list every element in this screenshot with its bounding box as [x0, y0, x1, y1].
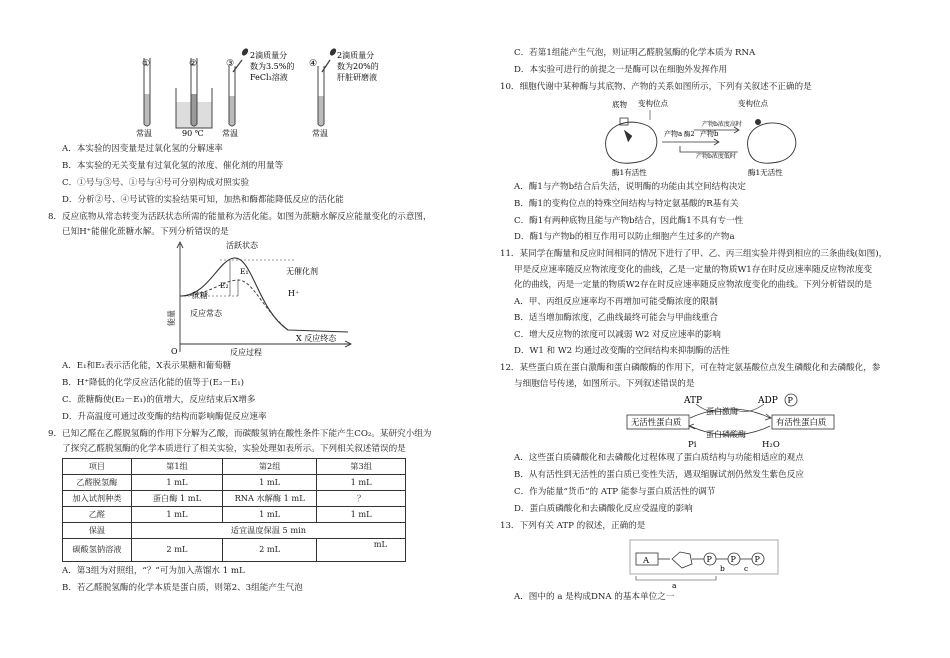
table-header-cell: 第1组 [131, 459, 222, 475]
q12-stem-line2: 与细胞信号传递，如图所示。下列叙述错误的是 [514, 379, 695, 389]
q10-label-site: 变构位点 [638, 99, 668, 108]
q8-option-c: C．蔗糖酶使(E₂－E₁)的值增大，反应结束后X增多 [62, 395, 256, 405]
tube4-label-line3: 肝脏研磨液 [337, 73, 377, 82]
tube1-condition: 常温 [136, 129, 152, 138]
table-header-row [63, 459, 406, 475]
q11-option-b: B．适当增加酶浓度，乙曲线最终可能会与甲曲线重合 [514, 313, 718, 323]
q8-label-product: X 反应终态 [296, 334, 337, 343]
q10-enzyme-diagram [598, 96, 804, 178]
table-row [63, 523, 406, 539]
q11-option-c: C．增大反应物的浓度可以减弱 W2 对反应速率的影响 [514, 330, 721, 340]
q9-option-a: A．第3组为对照组，“？”可为加入蒸馏水 1 mL [62, 566, 245, 576]
q7-test-tube-figure [120, 44, 420, 138]
q11-option-d: D．W1 和 W2 均通过改变酶的空间结构来抑制酶的活性 [514, 346, 730, 356]
q10-option-b: B．酶1的变构位点的特殊空间结构与特定氨基酸的R基有关 [514, 199, 739, 209]
q9-option-c: C．若第1组能产生气泡，则证明乙醛脱氢酶的化学本质为 RNA [514, 48, 756, 58]
q8-label-sucrose: 蔗糖 [192, 291, 208, 300]
q8-stem-line1: 8．反应底物从常态转变为活跃状态所需的能量称为活化能。如图为蔗糖水解反应能量变化的示意图， [48, 212, 432, 222]
table-cell: 乙醛脱氢酶 [63, 475, 132, 491]
q11-stem-line2: 甲是反应速率随反应物浓度变化的曲线，乙是一定量的物质W1存在时反应速率随反应物浓度变 [514, 265, 873, 275]
table-cell: 1 mL [131, 507, 222, 523]
q12-label-phosphatase: 蛋白磷酸酶 [706, 430, 746, 439]
table-cell: 1 mL [223, 507, 317, 523]
table-header-cell: 第3组 [317, 459, 406, 475]
tube-number-3: ③ [226, 59, 235, 69]
table-cell: 保温 [63, 523, 132, 539]
q10-option-d: D．酶1与产物b的相互作用可以防止细胞产生过多的产物a [514, 232, 735, 242]
q12-option-d: D．蛋白质磷酸化和去磷酸化反应受温度的影响 [514, 504, 693, 514]
q12-stem-line1: 12．某些蛋白质在蛋白激酶和蛋白磷酸酶的作用下，可在特定氨基酸位点发生磷酸化和去磷酸化，参 [500, 363, 881, 373]
tube4-condition: 常温 [312, 129, 328, 138]
q12-phosphorylation-diagram [626, 392, 836, 450]
q12-option-c: C．作为能量“货币”的 ATP 能参与蛋白质活性的调节 [514, 487, 716, 497]
table-cell: RNA 水解酶 1 mL [223, 491, 317, 507]
q10-label-enzyme2: 酶2 [684, 130, 695, 138]
table-cell: 碳酸氢钠溶液 [63, 539, 132, 562]
q8-option-a: A．E₁和E₂表示活化能，X表示果糖和葡萄糖 [62, 361, 232, 371]
q13-label-a-box: A [643, 556, 650, 566]
q13-atp-diagram [630, 540, 790, 588]
table-cell: 2 mL [131, 539, 222, 562]
q7-option-d: D．分析②号、④号试管的实验结果可知，加热和酶都能降低反应的活化能 [62, 195, 344, 205]
table-row [63, 491, 406, 507]
table-row [63, 539, 406, 562]
q11-stem-line3: 化的曲线，丙是一定量的物质W2存在时反应速率随反应物浓度变化的曲线。下列分析错误的是 [514, 280, 873, 290]
table-cell: 1 mL [131, 475, 222, 491]
table-cell: 乙醛 [63, 507, 132, 523]
q11-option-a: A．甲、丙组反应速率均不再增加可能受酶浓度的限制 [514, 297, 718, 307]
right-column [480, 0, 950, 658]
q7-option-c: C．①号与③号、①号与④号可分别构成对照实验 [62, 178, 250, 188]
q12-label-adp: ADP [758, 396, 778, 406]
q12-label-inactive: 无活性蛋白质 [631, 417, 682, 427]
q13-label-a: a [672, 581, 677, 590]
tube4-label-line1: 2滴质量分 [337, 51, 375, 60]
table-cell: 加入试剂种类 [63, 491, 132, 507]
q10-label-product-b: 产物b [700, 130, 719, 138]
table-row [63, 475, 406, 491]
table-header-cell: 第2组 [223, 459, 317, 475]
q10-stem: 10．细胞代谢中某种酶与其底物、产物的关系如图所示，下列有关叙述不正确的是 [500, 82, 812, 92]
q10-label-arrow-top: 产物b浓度高时 [702, 121, 742, 128]
tube2-condition: 90 ℃ [182, 129, 204, 138]
q10-label-site2: 变构位点 [738, 99, 768, 108]
q8-energy-diagram [168, 240, 358, 356]
q12-label-active: 有活性蛋白质 [776, 417, 827, 427]
q8-label-origin: O [171, 347, 178, 356]
q8-label-xaxis: 反应过程 [230, 348, 262, 357]
q9-option-b: B．若乙醛脱氢酶的化学本质是蛋白质，则第2、3组能产生气泡 [62, 583, 303, 593]
q8-label-energy: 能量 [167, 310, 176, 326]
q9-option-d: D．本实验可进行的前提之一是酶可以在细胞外发挥作用 [514, 65, 728, 75]
q8-label-e1: E₁ [240, 267, 249, 276]
q12-option-a: A．这些蛋白质磷酸化和去磷酸化过程体现了蛋白质结构与功能相适应的观点 [514, 453, 804, 463]
q12-label-pi: Pi [688, 440, 697, 450]
q12-option-b: B．从有活性到无活性的蛋白质已变性失活，遇双缩脲试剂仍然发生紫色反应 [514, 470, 804, 480]
q10-label-substrate: 底物 [612, 100, 627, 109]
tube-number-1: ① [142, 59, 151, 69]
q8-option-d: D．升高温度可通过改变酶的结构而影响酶促反应速率 [62, 412, 267, 422]
table-cell: 适宜温度保温 5 min [131, 523, 405, 539]
q13-stem: 13．下列有关 ATP 的叙述，正确的是 [500, 521, 646, 531]
q7-option-b: B．本实验的无关变量有过氧化氢的浓度、催化剂的用量等 [62, 161, 284, 171]
q8-label-no-catalyst: 无催化剂 [286, 267, 318, 276]
table-cell: ？ [317, 491, 406, 507]
q10-label-enzyme-inactive: 酶1无活性 [748, 168, 783, 177]
table-cell: 蛋白酶 1 mL [131, 491, 222, 507]
q8-stem-line2: 已知H⁺能催化蔗糖水解。下列分析错误的是 [62, 227, 229, 237]
q10-option-a: A．酶1与产物b结合后失活，说明酶的功能由其空间结构决定 [514, 182, 747, 192]
q13-label-p1: P [706, 555, 712, 564]
table-cell: 1 mL [317, 475, 406, 491]
q7-option-a: A．本实验的因变量是过氧化氢的分解速率 [62, 144, 223, 154]
q13-option-a: A．图中的 a 是构成DNA 的基本单位之一 [514, 592, 675, 602]
tube3-condition: 常温 [222, 129, 238, 138]
q13-label-p3: P [754, 555, 760, 564]
q12-label-p: P [787, 396, 793, 405]
q8-label-e2: E₂ [220, 281, 229, 290]
table-header-cell: 项目 [63, 459, 132, 475]
q12-label-kinase: 蛋白激酶 [706, 407, 738, 416]
tube4-label-line2: 数为20%的 [337, 62, 379, 71]
tube-number-4: ④ [309, 59, 318, 69]
q10-label-product-a: 产物a [664, 130, 683, 138]
q12-label-atp: ATP [684, 396, 703, 406]
table-cell: 2 mL [223, 539, 317, 562]
q9-stem-line2: 了探究乙醛脱氢酶的化学本质进行了相关实验，实验处理如表所示。下列相关叙述错误的是 [62, 444, 406, 454]
q8-label-reactant: 反应常态 [190, 309, 222, 318]
q9-experiment-table [62, 458, 406, 562]
q8-label-h-plus: H⁺ [288, 289, 300, 298]
q13-label-c: c [744, 564, 749, 573]
table-cell: mL [317, 539, 406, 562]
q13-label-p2: P [730, 555, 736, 564]
q12-label-h2o: H₂O [762, 440, 780, 450]
tube-number-2: ② [189, 59, 198, 69]
tube3-label-line3: FeCl₃溶液 [250, 73, 288, 82]
q10-label-arrow-bottom: 产物b浓度低时 [696, 153, 736, 160]
q9-stem-line1: 9．已知乙醛在乙醛脱氢酶的作用下分解为乙酸，而碳酸氢钠在酸性条件下能产生CO₂。某研究小组为 [48, 429, 432, 439]
q13-label-b: b [720, 564, 725, 573]
tube3-label-line1: 2滴质量分 [250, 51, 288, 60]
table-row [63, 507, 406, 523]
q11-stem-line1: 11．某同学在酶量和反应时间相同的情况下进行了甲、乙、丙三组实验并得到相应的三条曲线(如图)， [500, 249, 888, 259]
q10-option-c: C．酶1有两种底物且能与产物b结合，因此酶1不具有专一性 [514, 216, 744, 226]
test-tube-4 [318, 47, 337, 126]
q8-label-active: 活跃状态 [226, 241, 258, 250]
tube3-label-line2: 数为3.5%的 [250, 62, 295, 71]
q10-label-enzyme-active: 酶1有活性 [612, 168, 647, 177]
table-cell: 1 mL [317, 507, 406, 523]
q8-option-b: B．H⁺降低的化学反应活化能的值等于(E₂－E₁) [62, 378, 244, 388]
table-cell: 1 mL [223, 475, 317, 491]
